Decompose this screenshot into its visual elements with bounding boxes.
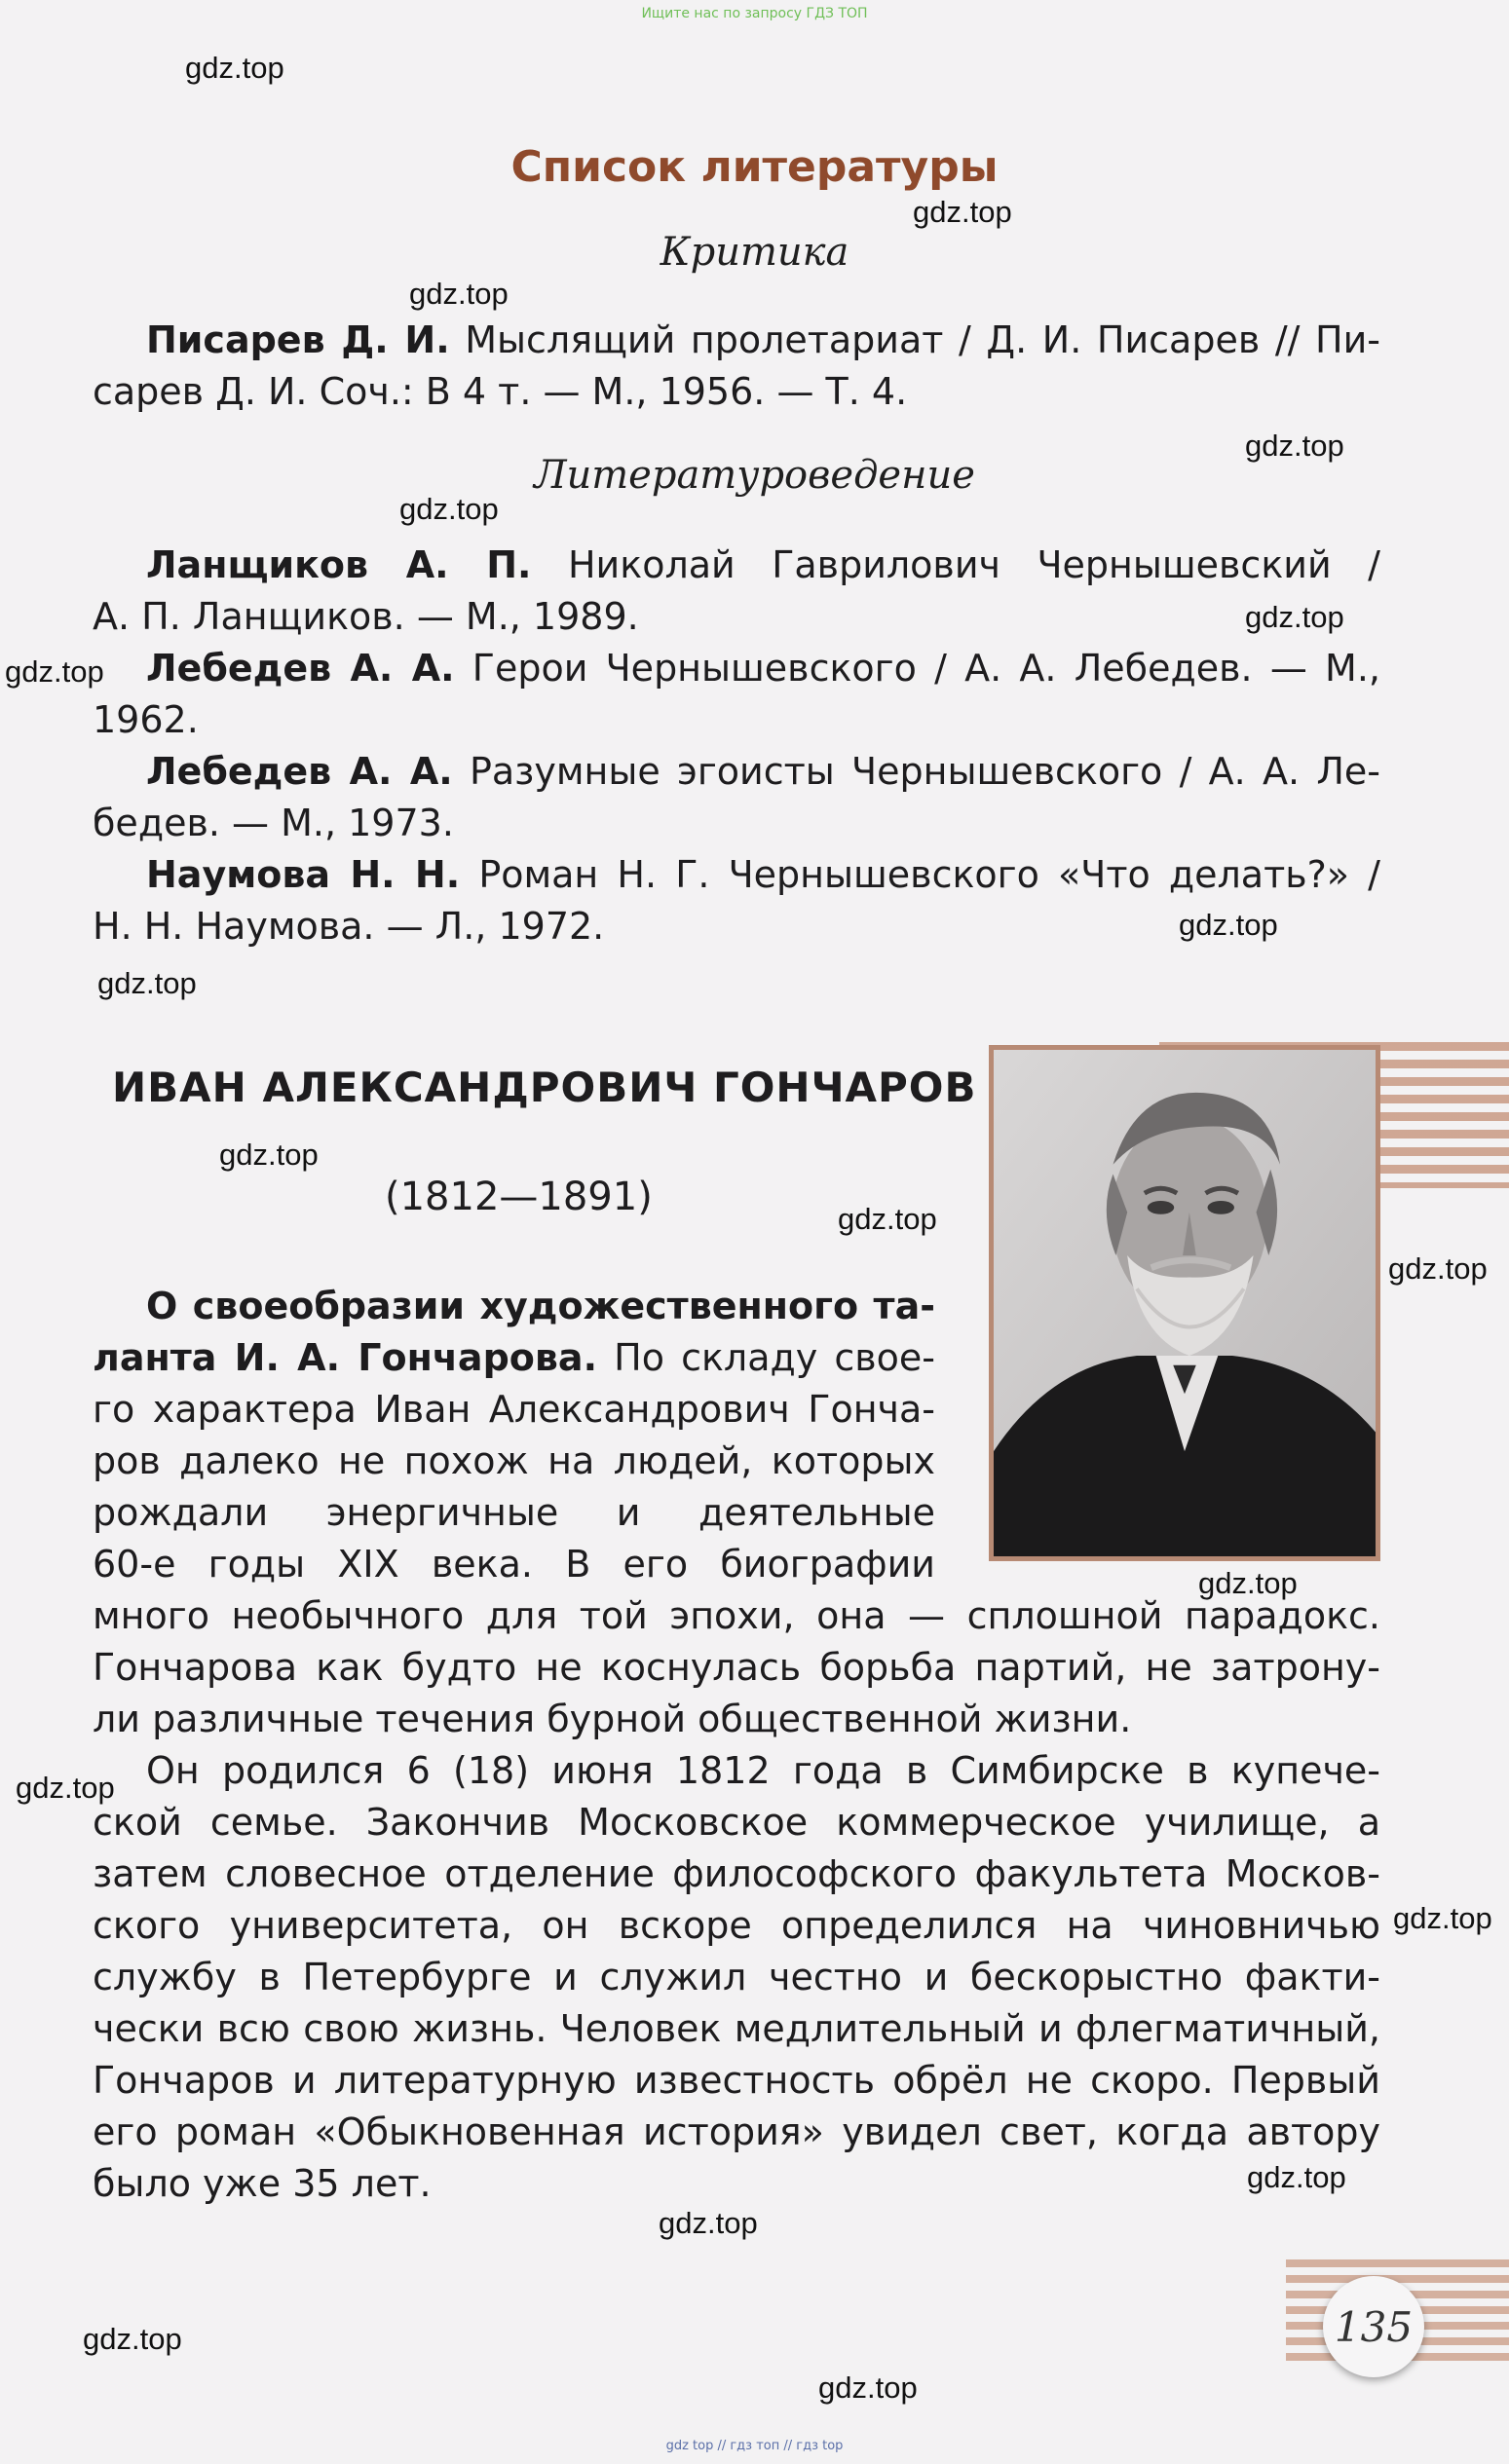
- watermark: gdz.top: [818, 2371, 918, 2405]
- ref-lebedev2-line2: бедев. — М., 1973.: [93, 802, 454, 844]
- body-line18: было уже 35 лет.: [93, 2162, 432, 2205]
- ref-author: Писарев Д. И.: [146, 318, 450, 361]
- bibliography-heading: Список литературы: [510, 142, 999, 192]
- ref-author: Лебедев А. А.: [146, 750, 453, 793]
- ref-pisarev-line2: сарев Д. И. Соч.: В 4 т. — М., 1956. — Т. 4.: [93, 370, 908, 413]
- body-line8: Гончарова как будто не коснулась борьба партий, не затрону-: [93, 1646, 1380, 1689]
- body-line14: службу в Петербурге и служил честно и бескорыстно факти-: [93, 1956, 1380, 1998]
- author-years: (1812—1891): [385, 1175, 653, 1219]
- watermark: gdz.top: [5, 654, 104, 689]
- ref-lebedev2-line1: [146, 746, 1380, 798]
- body-line13: ского университета, он вскоре определился на чиновничью: [93, 1904, 1380, 1947]
- watermark: gdz.top: [838, 1202, 937, 1236]
- ref-text: Роман Н. Г. Чернышевского «Что делать?» /: [478, 853, 1380, 896]
- body-line12: затем словесное отделение философского факультета Москов-: [93, 1852, 1380, 1895]
- ref-text: Разумные эгоисты Чернышевского / А. А. Ле-: [469, 750, 1380, 793]
- body-line17: его роман «Обыкновенная история» увидел свет, когда автору: [93, 2110, 1380, 2153]
- watermark: gdz.top: [1393, 1901, 1492, 1935]
- watermark: gdz.top: [185, 51, 284, 85]
- body-line3: го характера Иван Александрович Гонча-: [93, 1388, 935, 1431]
- bottom-note[interactable]: gdz top // гдз топ // гдз top: [665, 2439, 844, 2453]
- ref-lebedev1-line2: 1962.: [93, 698, 199, 741]
- page-number: 135: [1323, 2276, 1424, 2377]
- body-line15: чески всю свою жизнь. Человек медлительный и флегматичный,: [93, 2007, 1380, 2050]
- watermark: gdz.top: [1388, 1251, 1488, 1286]
- body-text: По складу свое-: [614, 1336, 935, 1379]
- watermark: gdz.top: [219, 1138, 319, 1172]
- watermark: gdz.top: [16, 1771, 115, 1805]
- body-line2: [93, 1332, 935, 1384]
- section-title-part1: О своеобразии художественного та-: [146, 1285, 935, 1327]
- body-line9: ли различные течения бурной общественной жизни.: [93, 1698, 1132, 1740]
- section-title-part2: ланта И. А. Гончарова.: [93, 1336, 598, 1379]
- body-line4: ров далеко не похож на людей, которых: [93, 1439, 935, 1482]
- ref-naumova-line2: Н. Н. Наумова. — Л., 1972.: [93, 905, 605, 948]
- portrait-drawing: [994, 1050, 1376, 1556]
- ref-author: Лебедев А. А.: [146, 647, 455, 690]
- ref-lantsikov-line2: А. П. Ланщиков. — М., 1989.: [93, 595, 639, 638]
- body-line7: много необычного для той эпохи, она — сплошной парадокс.: [93, 1594, 1380, 1637]
- watermark: gdz.top: [97, 966, 197, 1000]
- body-line5: рождали энергичные и деятельные: [93, 1491, 935, 1534]
- ref-naumova-line1: [146, 849, 1380, 901]
- section-literary-studies: Литературоведение: [534, 453, 975, 498]
- ref-text: Мыслящий пролетариат / Д. И. Писарев // Пи-: [465, 318, 1380, 361]
- ref-author: Наумова Н. Н.: [146, 853, 461, 896]
- author-title: ИВАН АЛЕКСАНДРОВИЧ ГОНЧАРОВ: [112, 1064, 977, 1111]
- watermark: gdz.top: [83, 2322, 182, 2356]
- ref-pisarev-line1: [146, 315, 1380, 366]
- body-line16: Гончаров и литературную известность обрёл не скоро. Первый: [93, 2059, 1380, 2102]
- body-heading-line1: [146, 1281, 935, 1332]
- ref-lebedev1-line1: [146, 643, 1380, 694]
- goncharov-portrait: [989, 1045, 1380, 1561]
- body-line10: Он родился 6 (18) июня 1812 года в Симбирске в купече-: [146, 1749, 1380, 1792]
- body-line6: 60-е годы XIX века. В его биографии: [93, 1543, 935, 1586]
- watermark: gdz.top: [399, 492, 499, 526]
- watermark: gdz.top: [1179, 908, 1278, 942]
- ref-text: Николай Гаврилович Чернышевский /: [567, 543, 1380, 586]
- watermark: gdz.top: [1247, 2160, 1346, 2194]
- watermark: gdz.top: [913, 195, 1012, 229]
- section-criticism: Критика: [660, 230, 849, 275]
- top-note[interactable]: Ищите нас по запросу ГДЗ ТОП: [641, 6, 868, 21]
- watermark: gdz.top: [1245, 600, 1344, 634]
- ref-text: Герои Чернышевского / А. А. Лебедев. — М.,: [472, 647, 1380, 690]
- watermark: gdz.top: [409, 277, 509, 311]
- watermark: gdz.top: [1198, 1566, 1298, 1600]
- ref-author: Ланщиков А. П.: [146, 543, 532, 586]
- body-line11: ской семье. Закончив Московское коммерческое училище, а: [93, 1801, 1380, 1844]
- ref-lantsikov-line1: [146, 540, 1380, 591]
- watermark: gdz.top: [1245, 429, 1344, 463]
- watermark: gdz.top: [659, 2206, 758, 2240]
